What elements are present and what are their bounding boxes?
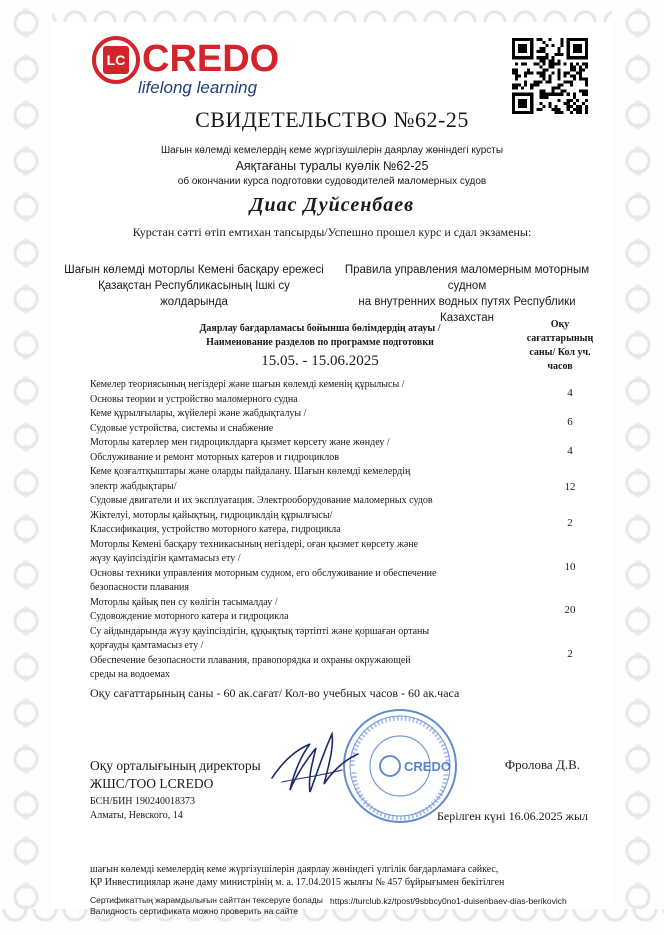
section-name (90, 407, 502, 436)
table-row (90, 465, 610, 509)
logo-wordmark: CREDO (142, 38, 280, 80)
qr-module (561, 44, 564, 47)
section-name-line: Судовождение моторного катера и гидроцикла (90, 611, 289, 622)
logo-tagline: lifelong learning (138, 78, 258, 97)
organization-name: ЖШС/ТОО LCREDO (90, 776, 214, 791)
qr-module (545, 56, 548, 59)
ornament-border-left (0, 0, 52, 935)
section-name-line: Кемелер теориясының негіздері және шағын көлемді кеменің құрылысы / (90, 379, 405, 390)
footer-regulation (90, 863, 590, 889)
qr-module (552, 87, 555, 90)
table-header-sections (90, 322, 550, 350)
qr-module (539, 90, 542, 93)
qr-module (548, 59, 551, 62)
qr-module (573, 93, 576, 96)
qr-module (524, 81, 527, 84)
qr-module (561, 90, 564, 93)
table-header-sections-ru: Наименование разделов по программе подготовки (206, 337, 434, 348)
qr-module (555, 53, 558, 56)
qr-module (564, 102, 567, 105)
section-name-line: Жіктелуі, моторлы қайықтың, гидроциклдің құрылғысы/ (90, 509, 333, 521)
qr-module (558, 59, 561, 62)
qr-module (545, 81, 548, 84)
qr-module (512, 71, 515, 74)
footer-verify-note (90, 895, 330, 917)
section-name-line: жүзу қауіпсіздігін қамтамасыз ету / (90, 553, 241, 564)
qr-module (585, 99, 588, 102)
director-title: Оқу орталығының директоры (90, 758, 261, 773)
qr-module (573, 65, 576, 68)
qr-module (585, 62, 588, 65)
qr-module (552, 56, 555, 59)
table-header-sections-kz: Даярлау бағдарламасы бойынша бөлімдердің атауы / (199, 323, 441, 334)
qr-module (582, 62, 585, 65)
section-name-line: Кеме құрылғылары, жүйелері және жабдықталуы / (90, 408, 307, 419)
stamp-label: CREDO (404, 759, 451, 774)
section-hours: 12 (564, 480, 576, 493)
qr-module (539, 56, 542, 59)
qr-module (539, 38, 542, 41)
qr-module (564, 90, 567, 93)
qr-module (539, 102, 542, 105)
section-name (90, 436, 502, 465)
qr-module (515, 78, 518, 81)
qr-module (561, 38, 564, 41)
qr-module (545, 68, 548, 71)
section-name-line: среды на водоемах (90, 669, 171, 680)
qr-module (524, 74, 527, 77)
table-header-hours (520, 318, 600, 374)
qr-module (552, 90, 555, 93)
issue-date: Берілген күні 16.06.2025 жыл (437, 809, 588, 823)
qr-module (573, 78, 576, 81)
logo-mark-letters: LC (103, 46, 129, 74)
table-row (90, 378, 610, 407)
qr-module (585, 65, 588, 68)
qr-module (524, 84, 527, 87)
section-name-line: Основы техники управления моторным судном, его обслуживание и обеспечение (90, 567, 437, 579)
qr-module (542, 41, 545, 44)
program-title-ru-line: на внутренних водных путях Республики Казахстан (358, 296, 576, 324)
qr-module (521, 62, 524, 65)
qr-module (558, 84, 561, 87)
signer-name: Фролова Д.В. (504, 757, 580, 772)
qr-module (570, 84, 573, 87)
qr-module (515, 74, 518, 77)
section-name-line: Обеспечение безопасности плавания, правопорядка и охраны окружающей (90, 654, 411, 666)
qr-module (564, 71, 567, 74)
qr-module (573, 102, 576, 105)
qr-module (582, 78, 585, 81)
section-name-line: Классификация, устройство моторного катера, гидроцикла (90, 524, 341, 535)
qr-module (558, 50, 561, 53)
section-name-line: Судовые устройства, системы и снабжение (90, 422, 274, 434)
qr-module (512, 84, 515, 87)
total-hours: Оқу сағаттарының саны - 60 ак.сағат/ Кол-во учебных часов - 60 ак.часа (90, 686, 460, 700)
qr-module (536, 56, 539, 59)
qr-module (527, 68, 530, 71)
qr-module (564, 74, 567, 77)
qr-module (570, 65, 573, 68)
qr-module (536, 62, 539, 65)
course-dates: 15.05. - 15.06.2025 (261, 353, 379, 369)
qr-module (545, 53, 548, 56)
organization-bin: БСН/БИН 190240018373 (90, 796, 196, 807)
section-name-line: Су айдындарында жүзу қауіпсіздігін, құқықтық тәртіпті және қоршаған ортаны (90, 625, 430, 637)
qr-module (542, 59, 545, 62)
qr-module (582, 102, 585, 105)
certificate-title: СВИДЕТЕЛЬСТВО №62-25 (195, 107, 469, 132)
organization-address: Алматы, Невского, 14 (90, 810, 183, 821)
qr-module (548, 74, 551, 77)
section-name (90, 509, 502, 538)
qr-module (530, 71, 533, 74)
qr-module (533, 81, 536, 84)
sections-table (90, 378, 610, 683)
credo-logo (92, 34, 280, 104)
qr-code[interactable] (512, 38, 588, 114)
qr-module (576, 62, 579, 65)
qr-module (585, 81, 588, 84)
organization-details (90, 795, 290, 823)
qr-module (573, 96, 576, 99)
qr-module (555, 87, 558, 90)
qr-module (573, 44, 582, 53)
qr-module (542, 93, 545, 96)
footer-regulation-line: ҚР Инвестициялар және даму министрінің м. а. 17.04.2015 жылғы № 457 бұйрығымен бекітілген (90, 877, 505, 888)
qr-module (539, 93, 542, 96)
qr-module (548, 65, 551, 68)
qr-module (558, 78, 561, 81)
qr-module (524, 62, 527, 65)
qr-module (518, 44, 527, 53)
qr-module (518, 84, 521, 87)
qr-module (539, 74, 542, 77)
qr-module (545, 44, 548, 47)
table-header-hours-line: Оқу (550, 319, 570, 330)
qr-module (552, 93, 555, 96)
table-header-hours-line: сағаттарының (526, 333, 594, 344)
program-title-ru-line: Правила управления маломерным моторным судном (344, 264, 590, 292)
qr-module (576, 71, 579, 74)
qr-module (539, 81, 542, 84)
qr-module (542, 78, 545, 81)
verification-link[interactable]: https://turclub.kz/tpost/9sbbcy0no1-duisenbaev-dias-berikovich (330, 896, 567, 906)
certificate-number-kz: Аяқтағаны туралы куәлік №62-25 (235, 159, 429, 173)
qr-module (579, 90, 582, 93)
qr-module (561, 84, 564, 87)
qr-module (539, 47, 542, 50)
qr-module (548, 78, 551, 81)
qr-module (536, 71, 539, 74)
table-row (90, 509, 610, 538)
section-hours: 6 (567, 415, 573, 428)
qr-module (515, 87, 518, 90)
section-name (90, 625, 502, 683)
qr-module (548, 38, 551, 41)
table-row (90, 436, 610, 465)
table-row (90, 538, 610, 596)
qr-module (536, 50, 539, 53)
qr-module (552, 62, 555, 65)
section-hours: 4 (567, 386, 573, 399)
qr-module (545, 96, 548, 99)
qr-module (530, 87, 533, 90)
qr-module (567, 81, 570, 84)
qr-module (542, 74, 545, 77)
qr-module (542, 96, 545, 99)
qr-module (542, 71, 545, 74)
qr-module (552, 65, 555, 68)
qr-module (564, 81, 567, 84)
qr-module (573, 74, 576, 77)
qr-module (533, 62, 536, 65)
table-row (90, 596, 610, 625)
qr-module (558, 62, 561, 65)
qr-module (570, 74, 573, 77)
completion-statement: Курстан сәтті өтіп емтихан тапсырды/Успешно прошел курс и сдал экзамены: (132, 225, 532, 239)
qr-module (542, 56, 545, 59)
qr-module (545, 93, 548, 96)
qr-module (558, 71, 561, 74)
qr-module (542, 62, 545, 65)
qr-module (515, 62, 518, 65)
qr-module (552, 59, 555, 62)
qr-module (558, 53, 561, 56)
qr-module (530, 84, 533, 87)
section-hours: 10 (564, 560, 576, 573)
qr-module (582, 90, 585, 93)
program-title-kz-line: Шағын көлемді моторлы Кемені басқару ережесі (64, 264, 324, 276)
qr-module (558, 87, 561, 90)
qr-module (585, 90, 588, 93)
qr-module (512, 87, 515, 90)
table-header-hours-line: саны/ Кол уч. (529, 347, 591, 358)
program-title-ru (332, 262, 602, 326)
section-name-line: Основы теории и устройство маломерного судна (90, 393, 298, 405)
qr-module (561, 93, 564, 96)
qr-module (582, 93, 585, 96)
section-name-line: Обслуживание и ремонт моторных катеров и гидроциклов (90, 451, 339, 463)
footer-regulation-line: шағын көлемді кемелердің кеме жүргізушілерін даярлау жөніндегі үлгілік бағдарламаға сәйкес, (90, 864, 499, 875)
section-hours: 20 (564, 604, 576, 616)
qr-module (561, 53, 564, 56)
section-name (90, 596, 502, 625)
section-name (90, 465, 502, 509)
qr-module (582, 68, 585, 71)
footer-verify-ru: Валидность сертификата можно проверить на сайте (90, 906, 298, 916)
program-title-kz-line: Қазақстан Республикасының Ішкі су жолдарында (98, 280, 290, 308)
logo-mark (92, 36, 140, 84)
section-name-line: Моторлы катерлер мен гидроциклдарға қызмет көрсету және жөндеу / (90, 437, 390, 448)
section-hours: 2 (567, 517, 573, 529)
qr-module (558, 99, 561, 102)
qr-module (570, 62, 573, 65)
qr-module (539, 65, 542, 68)
qr-module (548, 102, 551, 105)
qr-module (579, 71, 582, 74)
qr-module (542, 90, 545, 93)
qr-module (536, 84, 539, 87)
qr-module (539, 96, 542, 99)
qr-module (576, 99, 579, 102)
qr-module (548, 62, 551, 65)
qr-module (585, 78, 588, 81)
qr-module (539, 50, 542, 53)
qr-module (521, 87, 524, 90)
qr-module (539, 71, 542, 74)
section-name-line: Кеме қозғалтқыштары және оларды пайдалану. Шағын көлемді кемелердің (90, 466, 411, 477)
qr-module (515, 84, 518, 87)
qr-module (585, 84, 588, 87)
qr-module (564, 62, 567, 65)
section-name-line: қорғауды қамтамасыз ету / (90, 640, 204, 651)
qr-module (552, 44, 555, 47)
table-header-hours-line: часов (547, 361, 573, 372)
section-name-line: Судовые двигатели и их эксплуатация. Электрооборудование маломерных судов (90, 495, 433, 506)
qr-module (542, 50, 545, 53)
table-row (90, 625, 610, 683)
qr-module (518, 74, 521, 77)
qr-module (558, 47, 561, 50)
qr-module (539, 59, 542, 62)
section-hours: 4 (567, 444, 573, 457)
qr-module (536, 81, 539, 84)
section-name-line: Моторлы Кемені басқару техникасының негіздері, оған қызмет көрсету және (90, 538, 419, 550)
qr-module (558, 68, 561, 71)
qr-module (585, 93, 588, 96)
qr-module (536, 38, 539, 41)
qr-module (515, 68, 518, 71)
qr-module (555, 62, 558, 65)
qr-module (579, 74, 582, 77)
section-name (90, 378, 502, 407)
qr-module (567, 93, 570, 96)
qr-module (542, 68, 545, 71)
qr-module (567, 102, 570, 105)
qr-module (515, 71, 518, 74)
qr-module (533, 84, 536, 87)
qr-module (579, 78, 582, 81)
qr-module (524, 71, 527, 74)
qr-module (567, 99, 570, 102)
qr-module (548, 93, 551, 96)
qr-module (512, 68, 515, 71)
qr-module (542, 47, 545, 50)
qr-module (558, 93, 561, 96)
table-row (90, 407, 610, 436)
ornament-border-right (612, 0, 664, 935)
section-name-line: безопасности плавания (90, 582, 190, 593)
qr-module (573, 68, 576, 71)
program-title-kz (64, 262, 324, 310)
qr-module (561, 41, 564, 44)
section-name-line: Моторлы қайық пен су көлігін тасымалдау / (90, 596, 278, 608)
qr-module (527, 71, 530, 74)
section-name (90, 538, 502, 596)
qr-module (570, 81, 573, 84)
course-title-kz: Шағын көлемді кемелердің кеме жүргізушілерін даярлау жөніндегі курсты (160, 145, 504, 156)
qr-module (579, 68, 582, 71)
section-hours: 2 (567, 647, 573, 660)
footer-verify-kz: Сертификаттың жарамдылығын сайттан тексеруге болады (90, 895, 323, 905)
ornament-border-top (0, 0, 664, 22)
qr-module (570, 68, 573, 71)
qr-module (579, 65, 582, 68)
qr-module (548, 81, 551, 84)
section-name-line: электр жабдықтары/ (90, 480, 177, 492)
qr-module (555, 93, 558, 96)
qr-module (570, 99, 573, 102)
qr-module (558, 74, 561, 77)
course-title-ru: об окончании курса подготовки судоводителей маломерных судов (177, 176, 487, 187)
qr-module (567, 71, 570, 74)
holder-name: Диас Дуйсенбаев (249, 194, 415, 216)
director-block (90, 757, 290, 793)
qr-module (552, 71, 555, 74)
